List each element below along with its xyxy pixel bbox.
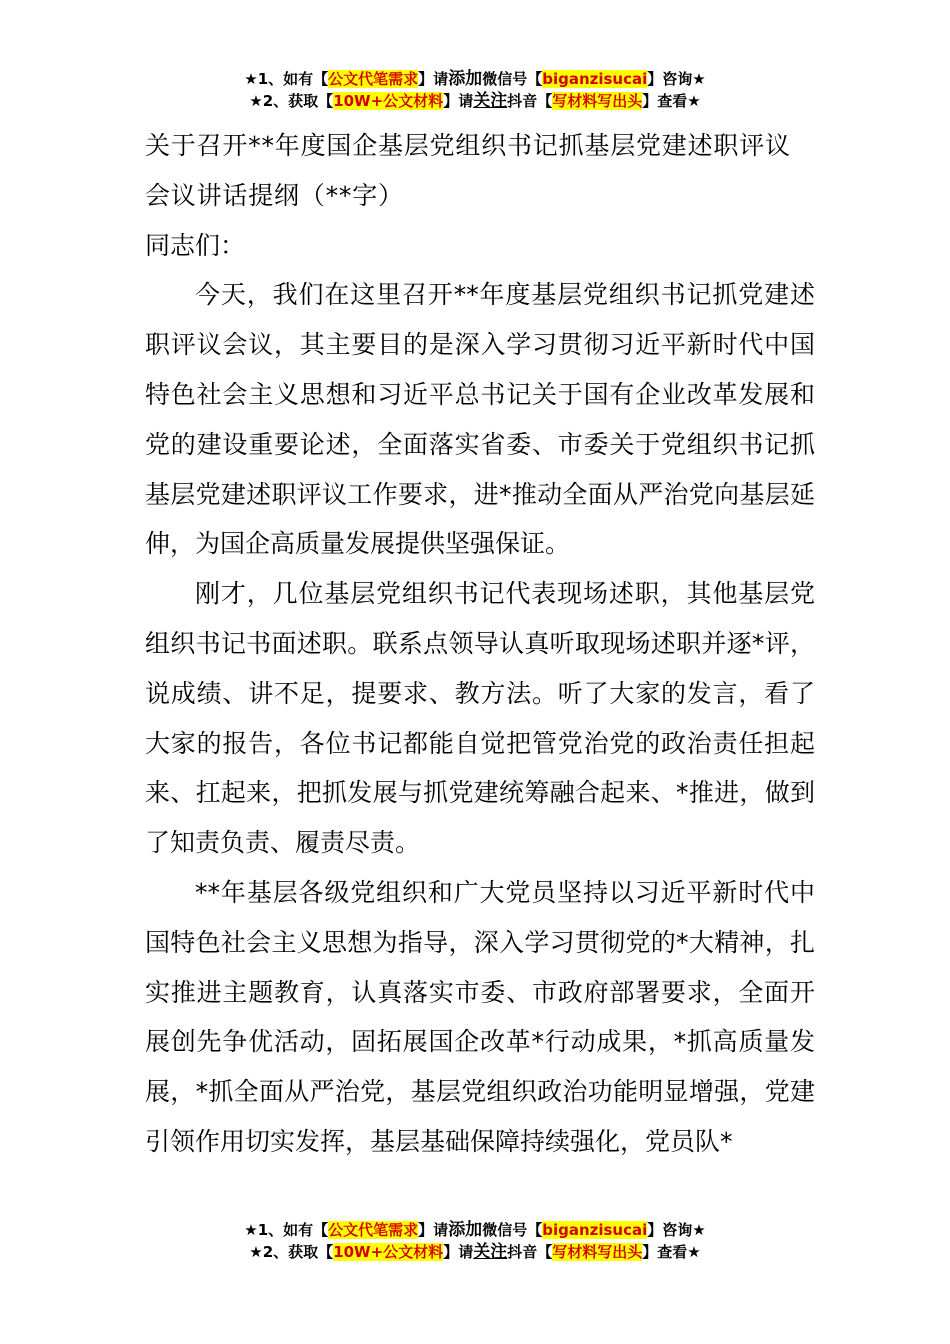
promo-text: ★2、获取【 [249,1243,334,1261]
document-title: 关于召开**年度国企基层党组织书记抓基层党建述职评议会议讲话提纲（**字） [145,131,791,210]
promo-line-2 [0,90,950,112]
promo-highlight-douyin: 写材料写出头 [552,1243,643,1261]
promo-follow-link[interactable]: 关注 [473,91,508,111]
promo-text: 抖音【 [507,92,553,110]
promo-text: 】查看★ [642,92,701,110]
promo-line-1 [0,68,950,90]
promo-line-2 [0,1241,950,1263]
promo-highlight-materials: 10W+公文材料 [333,92,444,110]
promo-highlight-douyin: 写材料写出头 [552,92,643,110]
promo-text: ★1、如有【 [244,1221,329,1239]
promo-text: 】请 [418,1221,449,1239]
promo-text: ★2、获取【 [249,92,334,110]
footer-promo-banner [0,1219,950,1263]
promo-line-1 [0,1219,950,1241]
promo-text: 】请 [418,70,449,88]
promo-text: 】咨询★ [647,70,706,88]
promo-text: 】咨询★ [647,1221,706,1239]
promo-highlight-wechat-id: biganzisucai [542,70,648,88]
promo-highlight-wechat-id: biganzisucai [542,1221,648,1239]
promo-text: 微信号【 [482,1221,543,1239]
header-promo-banner [0,68,950,112]
promo-text: 微信号【 [482,70,543,88]
promo-emphasis: 添加 [448,69,483,89]
salutation: 同志们： [145,230,246,260]
promo-follow-link[interactable]: 关注 [473,1242,508,1262]
promo-text: 】请 [443,92,474,110]
promo-text: ★1、如有【 [244,70,329,88]
promo-text: 】查看★ [642,1243,701,1261]
promo-text: 】请 [443,1243,474,1261]
promo-highlight-materials: 10W+公文材料 [333,1243,444,1261]
promo-highlight-service: 公文代笔需求 [328,1221,419,1239]
paragraph-3: **年基层各级党组织和广大党员坚持以习近平新时代中国特色社会主义思想为指导，深入学习贯彻党的*大精神，扎实推进主题教育，认真落实市委、市政府部署要求，全面开展创先争优活动，固拓展国企改革*行动成果，*抓高质量发展，*抓全面从严治党，基层党组织政治功能明显增强，党建引领作用切实发挥，基层基础保障持续强化，党员队* [145,877,815,1156]
promo-emphasis: 添加 [448,1220,483,1240]
paragraph-1: 今天，我们在这里召开**年度基层党组织书记抓党建述职评议会议，其主要目的是深入学习贯彻习近平新时代中国特色社会主义思想和习近平总书记关于国有企业改革发展和党的建设重要论述，全面落实省委、市委关于党组织书记抓基层党建述职评议工作要求，进*推动全面从严治党向基层延伸，为国企高质量发展提供坚强保证。 [145,280,815,559]
promo-text: 抖音【 [507,1243,553,1261]
promo-highlight-service: 公文代笔需求 [328,70,419,88]
paragraph-2: 刚才，几位基层党组织书记代表现场述职，其他基层党组织书记书面述职。联系点领导认真听取现场述职并逐*评，说成绩、讲不足，提要求、教方法。听了大家的发言，看了大家的报告，各位书记都能自觉把管党治党的政治责任担起来、扛起来，把抓发展与抓党建统筹融合起来、*推进，做到了知责负责、履责尽责。 [145,579,815,858]
document-body [145,121,815,1167]
